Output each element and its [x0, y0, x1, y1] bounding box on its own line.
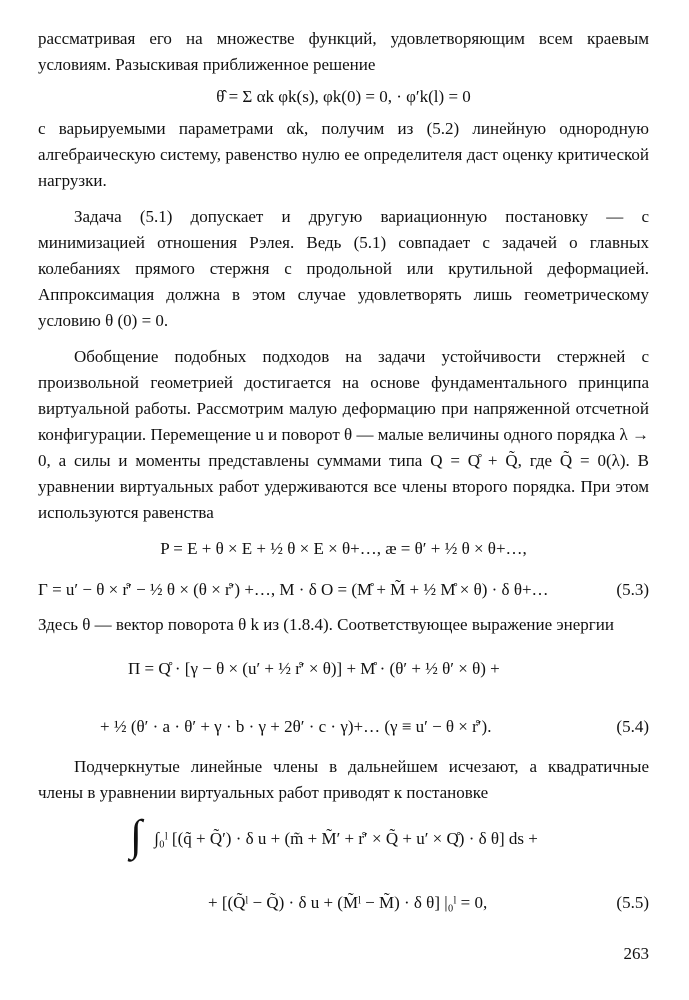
equation-5-3-label: (5.3)	[616, 580, 649, 599]
equation-5-3-line-2-text: Γ = u′ − θ × r̊′ − ½ θ × (θ × r̊′) +…, M · δ O = (M̊ + M̃ + ½ M̊ × θ) · δ θ+…	[38, 580, 549, 599]
equation-5-3-line-1	[38, 530, 649, 568]
paragraph-1: рассматривая его на множестве функций, удовлетворяющим всем краевым условиям. Разыскивая приближенное решение	[38, 29, 649, 74]
integral-sign: ∫	[130, 811, 143, 861]
equation-approx-solution	[38, 80, 649, 114]
equation-5-5-line-2	[38, 872, 649, 934]
page-number: 263	[623, 944, 649, 963]
equation-5-4-label: (5.4)	[616, 717, 649, 736]
equation-5-3-line-1-text: P = E + θ × E + ½ θ × E × θ+…, æ = θ′ + ½ θ × θ+…,	[160, 539, 527, 558]
equation-5-3-line-2	[38, 568, 649, 612]
paragraph-4: Обобщение подобных подходов на задачи устойчивости стержней с произвольной геометрией достигается на основе фундаментального принципа виртуальной работы. Рассмотрим малую деформацию при напряженной отсчетной конфигурации. Перемещение u и поворот θ — малые величины одного порядка λ → 0, а силы и моменты представлены суммами типа Q = Q̊ + Q̃, где Q̃ = 0(λ). В уравнении виртуальных работ удерживаются все члены второго порядка. При этом используются равенства	[38, 347, 649, 522]
equation-5-5-line-2-text: + [(Q̃ˡ − Q̃) · δ u + (M̃ˡ − M̃) · δ θ] |₀ˡ = 0,	[208, 893, 488, 912]
equation-5-4-line-1-text: Π = Q̊ · [γ − θ × (u′ + ½ r̊′ × θ)] + M̊ · (θ′ + ½ θ′ × θ) +	[128, 659, 500, 678]
equation-5-5-line-1	[38, 806, 649, 872]
equation-5-4-line-2-text: + ½ (θ′ · a · θ′ + γ · b · γ + 2θ′ · c · γ)+… (γ ≡ u′ − θ × r̊′).	[100, 717, 492, 736]
equation-5-5-label: (5.5)	[616, 893, 649, 912]
equation-approx-text: θ̂ = Σ αk φk(s), φk(0) = 0, · φ′k(l) = 0	[216, 87, 471, 106]
paragraph-6: Подчеркнутые линейные члены в дальнейшем исчезают, а квадратичные члены в уравнении виртуальных работ приводят к постановке	[38, 757, 649, 802]
equation-5-5-line-1-text: ∫₀ˡ [(q̃ + Q̃′) · δ u + (m̃ + M̃′ + r̊′ × Q̃ + u′ × Q̊) · δ θ] ds +	[154, 829, 538, 848]
paragraph-5: Здесь θ — вектор поворота θ k из (1.8.4). Соответствующее выражение энергии	[38, 615, 614, 634]
equation-5-4-line-2	[38, 700, 649, 754]
paragraph-3: Задача (5.1) допускает и другую вариационную постановку — с минимизацией отношения Рэлея. Ведь (5.1) совпадает с задачей о главных колебаниях прямого стержня с продольной или крутильной деформацией. Аппроксимация должна в этом случае удовлетворять лишь геометрическому условию θ (0) = 0.	[38, 207, 649, 330]
paragraph-2: с варьируемыми параметрами αk, получим из (5.2) линейную однородную алгебраическую систему, равенство нулю ее определителя даст оценку критической нагрузки.	[38, 119, 649, 190]
equation-5-4-line-1	[38, 638, 649, 700]
